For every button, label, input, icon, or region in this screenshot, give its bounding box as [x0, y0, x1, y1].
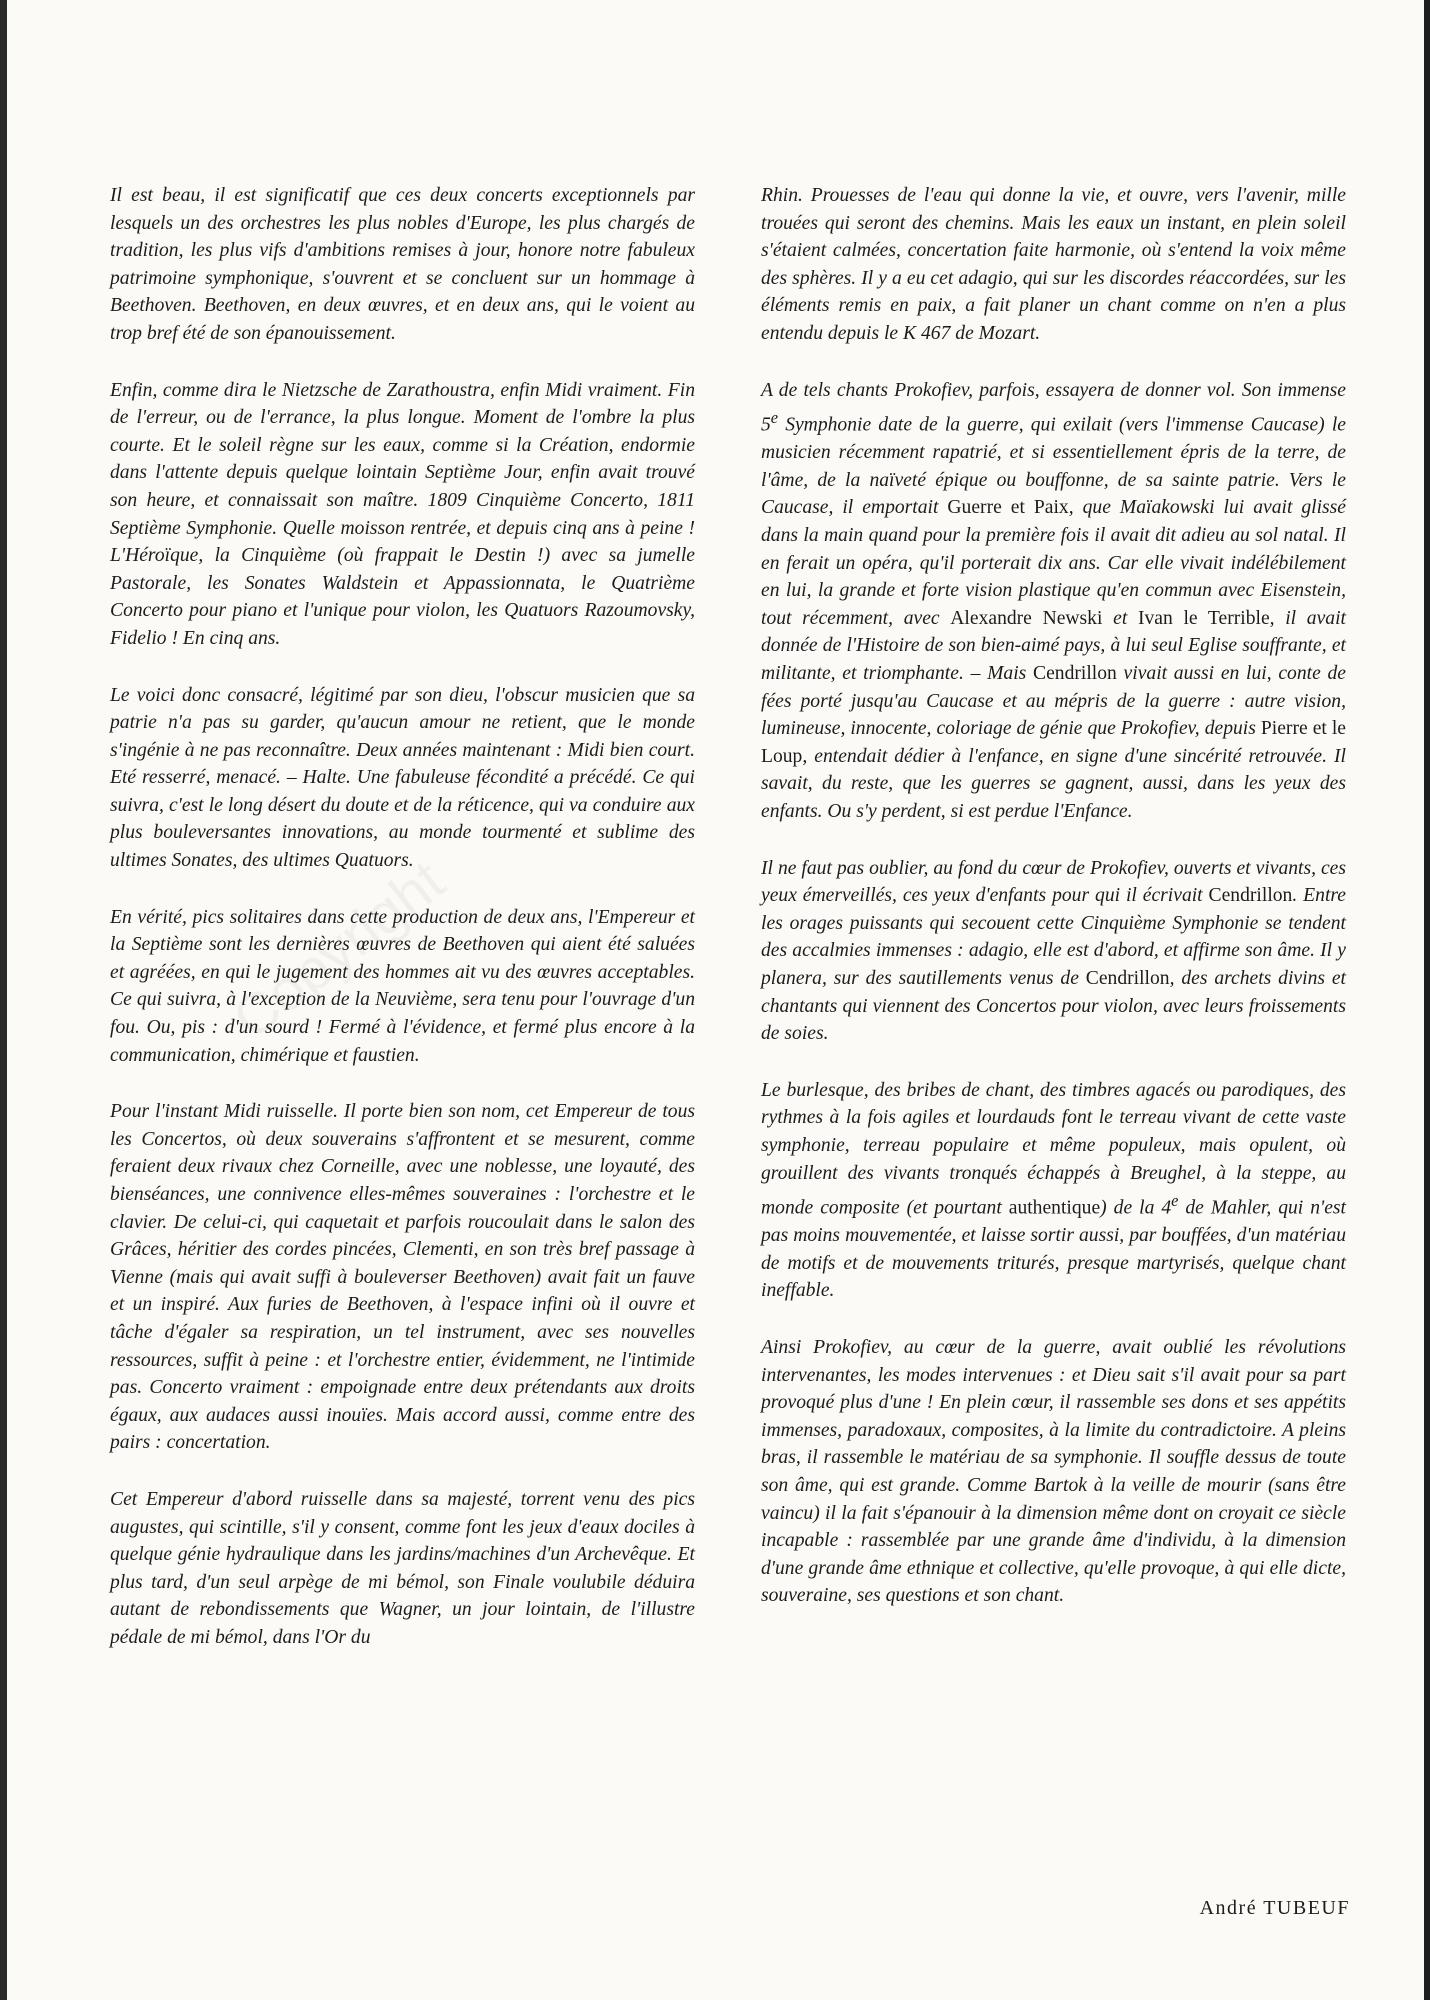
right-column: [761, 182, 1346, 1610]
work-title: Guerre et Paix: [947, 497, 1069, 519]
paragraph: Cet Empereur d'abord ruisselle dans sa majesté, torrent venu des pics augustes, qui scintille, s'il y consent, comme font les jeux d'eaux dociles à quelque génie hydraulique dans les jardins/machines d'un Archevêque. Et plus tard, d'un seul arpège de mi bémol, son Finale voulubile déduira autant de rebondissements que Wagner, un jour lointain, de l'illustre pédale de mi bémol, dans l'Or du: [110, 1488, 695, 1648]
work-title: Ivan le Terrible: [1137, 607, 1270, 629]
paragraph: Ainsi Prokofiev, au cœur de la guerre, avait oublié les révolutions intervenantes, les modes intervenues : et Dieu sait s'il avait pour sa part provoqué plus d'une ! En plein cœur, il rassemble ses dons et ses appétits immenses, paradoxaux, composites, à la limite du contradictoire. A pleins bras, il rassemble le matériau de sa symphonie. Il souffle dessus de toute son âme, qui est grande. Comme Bartok à la veille de mourir (sans être vaincu) il la fait s'épanouir à la dimension même dont on croyait ce siècle incapable : rassemblée par une grande âme d'individu, à la dimension d'une grande âme ethnique et collective, qu'elle provoque, à qui elle dicte, souveraine, ses questions et son chant.: [761, 1337, 1346, 1607]
paragraph: A de tels chants Prokofiev, parfois, essayera de donner vol. Son immense 5e Symphonie date de la guerre, qui exilait (vers l'immense Caucase) le musicien récemment rapatrié, et si essentiellement épris de la terre, de l'âme, de la naïveté épique ou bouffonne, de sa sainte patrie. Vers le Caucase, il emportait Guerre et Paix, que Maïakowski lui avait glissé dans la main quand pour la première fois il avait dit adieu au sol natal. Il en ferait un opéra, qu'il porterait dix ans. Car elle vivait indélébilement en lui, la grande et forte vision plastique qu'en commun avec Eisenstein, tout récemment, avec Alexandre Newski et Ivan le Terrible, il avait donnée de l'Histoire de son bien-aimé pays, à lui seul Eglise souffrante, et militante, et triomphante. – Mais Cendrillon vivait aussi en lui, conte de fées porté jusqu'au Caucase et au mépris de la guerre : autre vision, lumineuse, innocente, coloriage de génie que Prokofiev, depuis Pierre et le Loup, entendait dédier à l'enfance, en signe d'une sincérité retrouvée. Il savait, du reste, que les guerres se gagnent, aussi, dans les yeux des enfants. Ou s'y perdent, si est perdue l'Enfance.: [761, 379, 1346, 822]
work-title: Cendrillon: [1033, 663, 1117, 685]
work-title: authentique: [1008, 1197, 1101, 1219]
paragraph: Il est beau, il est significatif que ces deux concerts exceptionnels par lesquels un des orchestres les plus nobles d'Europe, les plus chargés de tradition, les plus vifs d'ambitions remises à jour, honore notre fabuleux patrimoine symphonique, s'ouvrent et se concluent sur un hommage à Beethoven. Beethoven, en deux œuvres, et en deux ans, qui le voient au trop bref été de son épanouissement.: [110, 185, 695, 344]
paragraph: Il ne faut pas oublier, au fond du cœur de Prokofiev, ouverts et vivants, ces yeux émerveillés, ces yeux d'enfants pour qui il écrivait Cendrillon. Entre les orages puissants qui secouent cette Cinquième Symphonie se tendent des accalmies immenses : adagio, elle est d'abord, et affirme son âme. Il y planera, sur des sautillements venus de Cendrillon, des archets divins et chantants qui viennent des Concertos pour violon, avec leurs froissements de soies.: [761, 857, 1347, 1045]
paragraph: En vérité, pics solitaires dans cette production de deux ans, l'Empereur et la Septième sont les dernières œuvres de Beethoven qui aient été saluées et agréées, en qui le jugement des hommes ait vu des œuvres acceptables. Ce qui suivra, à l'exception de la Neuvième, sera tenu pour l'ouvrage d'un fou. Ou, pis : d'un sourd ! Fermé à l'évidence, et fermé plus encore à la communication, chimérique et faustien.: [110, 906, 695, 1066]
work-title: Pierre et le Loup: [761, 718, 1346, 767]
work-title: Cendrillon: [1208, 885, 1293, 907]
paragraph: Le voici donc consacré, légitimé par son dieu, l'obscur musicien que sa patrie n'a pas su garder, qu'aucun amour ne retient, que le monde s'ingénie à ne pas reconnaître. Deux années maintenant : Midi bien court. Eté resserré, menacé. – Halte. Une fabuleuse fécondité a précédé. Ce qui suivra, c'est le long désert du doute et de la réticence, qui va conduire aux plus bouleversantes innovations, au monde tourmenté et sublime des ultimes Sonates, des ultimes Quatuors.: [110, 684, 695, 872]
author-signature: André TUBEUF: [1199, 1897, 1350, 1919]
paragraph: Rhin. Prouesses de l'eau qui donne la vie, et ouvre, vers l'avenir, mille trouées qui seront des chemins. Mais les eaux un instant, en plein soleil s'étaient calmées, concertation faite harmonie, où s'entend la voix même des sphères. Il y a eu cet adagio, qui sur les discordes réaccordées, sur les éléments remis en paix, a fait planer un chant comme on n'en a plus entendu depuis le K 467 de Mozart.: [761, 185, 1346, 344]
paragraph: Pour l'instant Midi ruisselle. Il porte bien son nom, cet Empereur de tous les Concertos, où deux souverains s'affrontent et se mesurent, comme feraient deux rivaux chez Corneille, avec une noblesse, une loyauté, des bienséances, une connivence elles-mêmes souveraines : l'orchestre et le clavier. De celui-ci, qui caquetait et parfois roucoulait dans le salon des Grâces, héritier des cordes pincées, Clementi, en son très bref passage à Vienne (mais qui avait suffi à bouleverser Beethoven) avait fait un fauve et un inspiré. Aux furies de Beethoven, à l'espace infini où il ouvre et tâche d'égaler sa respiration, un tel instrument, avec ses nouvelles ressources, suffit à peine : et l'orchestre entier, évidemment, ne l'intimide pas. Concerto vraiment : empoignade entre deux prétendants aux droits égaux, aux audaces aussi inouïes. Mais accord aussi, comme entre des pairs : concertation.: [110, 1101, 695, 1454]
paragraph: Enfin, comme dira le Nietzsche de Zarathoustra, enfin Midi vraiment. Fin de l'erreur, ou de l'errance, la plus longue. Moment de l'ombre la plus courte. Et le soleil règne sur les eaux, comme si la Création, endormie dans l'attente depuis quelque lointain Septième Jour, enfin avait trouvé son heure, et connaissait son maître. 1809 Cinquième Concerto, 1811 Septième Symphonie. Quelle moisson rentrée, et depuis cinq ans à peine ! L'Héroïque, la Cinquième (où frappait le Destin !) avec sa jumelle Pastorale, les Sonates Waldstein et Appassionnata, le Quatrième Concerto pour piano et l'unique pour violon, les Quatuors Razoumovsky, Fidelio ! En cinq ans.: [110, 379, 695, 649]
work-title: Alexandre Newski: [950, 607, 1103, 629]
paragraph: Le burlesque, des bribes de chant, des timbres agacés ou parodiques, des rythmes à la fois agiles et lourdauds font le terreau vivant de cette vaste symphonie, terreau populaire et même populeux, mais opulent, où grouillent des vivants tronqués échappés à Breughel, à la steppe, au monde composite (et pourtant authentique) de la 4e de Mahler, qui n'est pas moins mouvementée, et laisse sortir aussi, par bouffées, d'un matériau de motifs et de mouvements triturés, presque martyrisés, quelque chant ineffable.: [761, 1079, 1346, 1302]
work-title: Cendrillon: [1085, 967, 1170, 989]
left-column: [110, 182, 695, 1652]
